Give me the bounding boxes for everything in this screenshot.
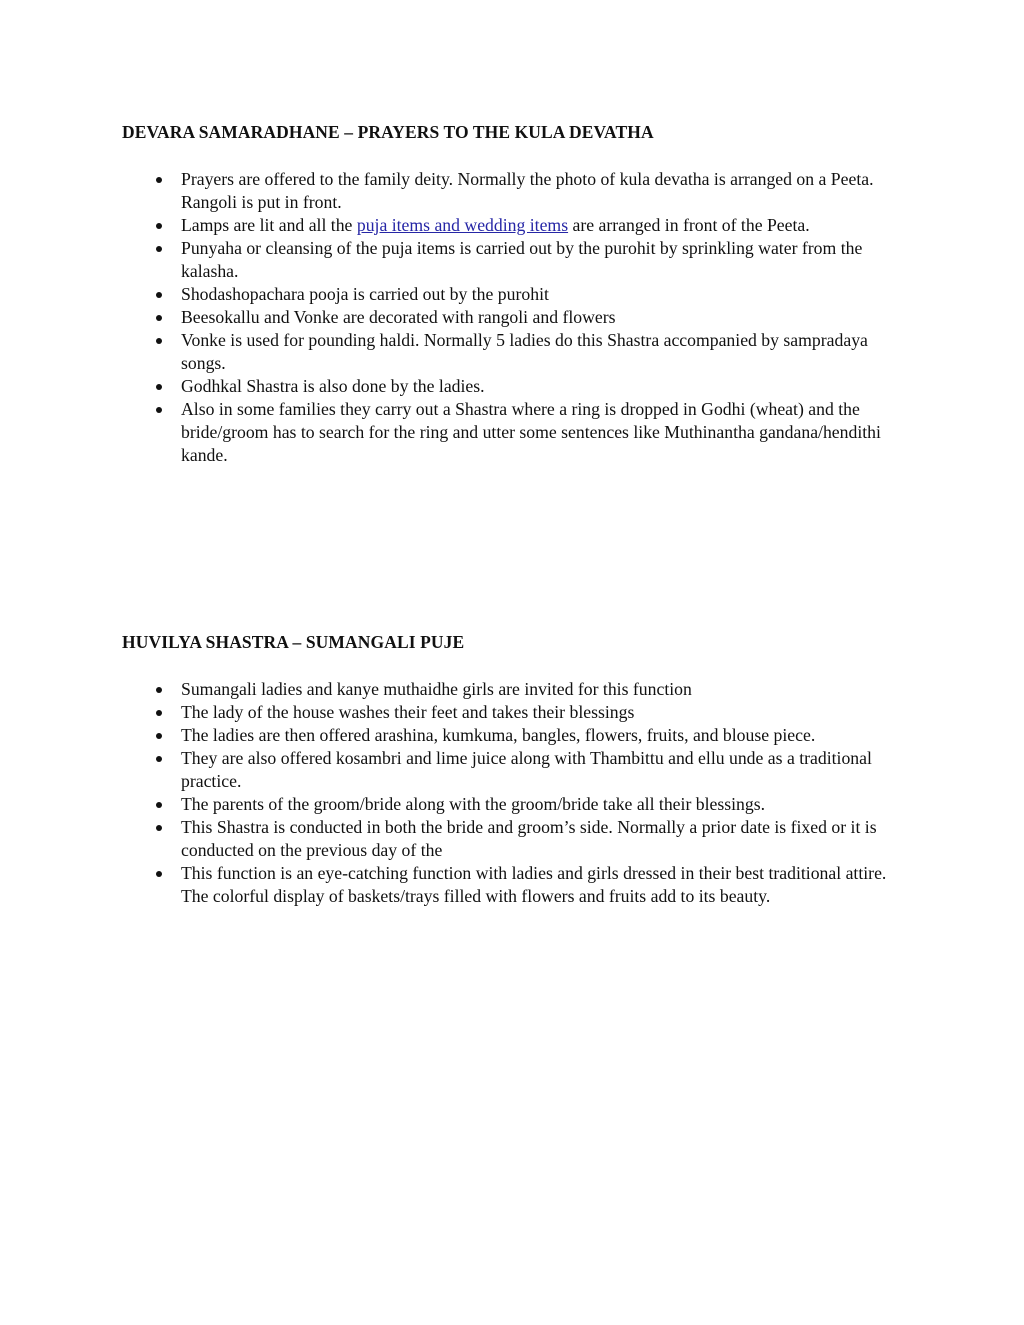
list-item (122, 701, 906, 724)
bullet-icon (156, 733, 162, 739)
bullet-icon (156, 223, 162, 229)
list-item (122, 678, 906, 701)
list-item-text: This Shastra is conducted in both the bride and groom’s side. Normally a prior date is fixed or it is conducted on the previous day of the (181, 817, 877, 860)
list-item (122, 724, 906, 747)
list-item (122, 329, 906, 375)
list-item-text: Vonke is used for pounding haldi. Normally 5 ladies do this Shastra accompanied by sampradaya songs. (181, 330, 868, 373)
list-item-text: Sumangali ladies and kanye muthaidhe girls are invited for this function (181, 679, 692, 699)
section-heading: DEVARA SAMARADHANE – PRAYERS TO THE KULA DEVATHA (122, 122, 654, 142)
list-item-text: Lamps are lit and all the (181, 215, 357, 235)
list-item (122, 816, 906, 862)
bullet-icon (156, 292, 162, 298)
bullet-icon (156, 315, 162, 321)
bullet-icon (156, 871, 162, 877)
list-item-text: Godhkal Shastra is also done by the ladies. (181, 376, 485, 396)
bullet-list (122, 678, 922, 908)
list-item (122, 283, 906, 306)
list-item (122, 214, 906, 237)
list-item-text: The ladies are then offered arashina, kumkuma, bangles, flowers, fruits, and blouse piece. (181, 725, 816, 745)
bullet-icon (156, 177, 162, 183)
bullet-icon (156, 687, 162, 693)
list-item (122, 398, 906, 467)
bullet-icon (156, 246, 162, 252)
list-item (122, 862, 906, 908)
list-item-text: Also in some families they carry out a Shastra where a ring is dropped in Godhi (wheat) and the bride/groom has to search for the ring and utter some sentences like Muthinantha gandana/hendithi kande. (181, 399, 881, 465)
list-item (122, 793, 906, 816)
list-item (122, 747, 906, 793)
bullet-icon (156, 407, 162, 413)
bullet-icon (156, 802, 162, 808)
list-item-text: This function is an eye-catching function with ladies and girls dressed in their best traditional attire. The colorful display of baskets/trays filled with flowers and fruits add to its beauty. (181, 863, 887, 906)
bullet-icon (156, 710, 162, 716)
list-item (122, 306, 906, 329)
list-item-text: They are also offered kosambri and lime juice along with Thambittu and ellu unde as a traditional practice. (181, 748, 872, 791)
bullet-list (122, 168, 922, 467)
bullet-icon (156, 384, 162, 390)
section-huvilya-shastra (122, 631, 922, 908)
list-item (122, 375, 906, 398)
list-item-text: Shodashopachara pooja is carried out by the purohit (181, 284, 549, 304)
section-devara-samaradhane (122, 121, 922, 467)
bullet-icon (156, 825, 162, 831)
list-item-text: Prayers are offered to the family deity. Normally the photo of kula devatha is arranged on a Peeta. Rangoli is put in front. (181, 169, 874, 212)
list-item (122, 168, 906, 214)
bullet-icon (156, 338, 162, 344)
puja-items-link[interactable]: puja items and wedding items (356, 215, 569, 235)
list-item-text: The parents of the groom/bride along with the groom/bride take all their blessings. (181, 794, 766, 814)
list-item (122, 237, 906, 283)
list-item-text: are arranged in front of the Peeta. (568, 215, 810, 235)
list-item-text: The lady of the house washes their feet and takes their blessings (181, 702, 635, 722)
list-item-text: Punyaha or cleansing of the puja items is carried out by the purohit by sprinkling water from the kalasha. (181, 238, 863, 281)
bullet-icon (156, 756, 162, 762)
list-item-text: Beesokallu and Vonke are decorated with rangoli and flowers (181, 307, 616, 327)
section-heading: HUVILYA SHASTRA – SUMANGALI PUJE (122, 632, 465, 652)
